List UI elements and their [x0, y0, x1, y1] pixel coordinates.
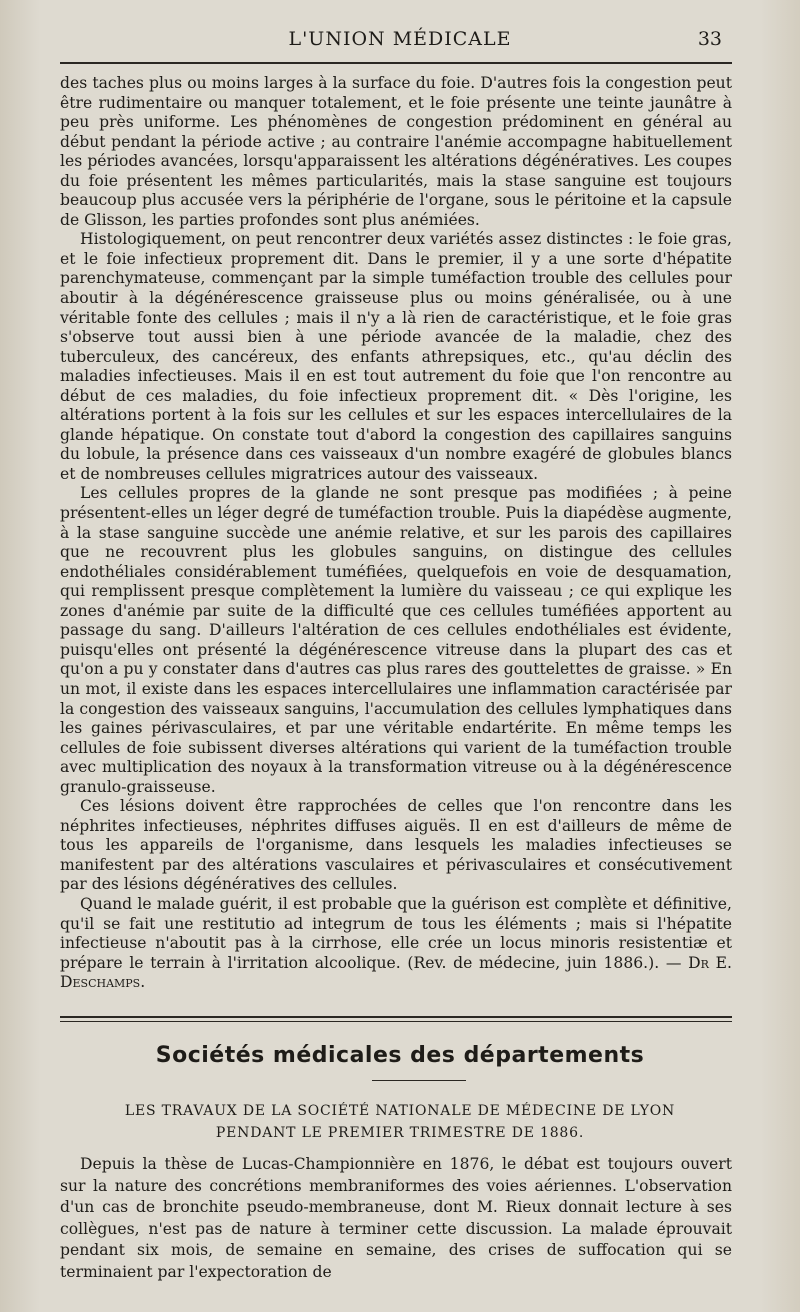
- section-subhead-line2: PENDANT LE PREMIER TRIMESTRE DE 1886.: [215, 1125, 585, 1141]
- article-paragraph: Ces lésions doivent être rapprochées de celles que l'on rencontre dans les néphrites infectieuses, néphrites diffuses aiguës. Il en est d'ailleurs de même de tous les appareils de l'organisme, dans lesquels les maladies infectieuses se manifestent par des altérations vasculaires et périvasculaires et consécutivement par des lésions dégénératives des cellules.: [60, 797, 732, 894]
- section-divider-bottom: [60, 1021, 732, 1022]
- article-paragraph-last: [60, 895, 732, 993]
- section-title-rule: [372, 1080, 466, 1081]
- section-divider-top: [60, 1016, 732, 1018]
- article-paragraph: Histologiquement, on peut rencontrer deux variétés assez distinctes : le foie gras, et le foie infectieux proprement dit. Dans le premier, il y a une sorte d'hépatite parenchymateuse, commençant par la simple tuméfaction trouble des cellules pour aboutir à la dégénérescence graisseuse plus ou moins généralisée, ou à une véritable fonte des cellules ; mais il n'y a là rien de caractéristique, et le foie gras s'observe tout aussi bien à une période avancée de la maladie, chez des tuberculeux, des cancéreux, des enfants athrepsiques, etc., qu'au déclin des maladies infectieuses. Mais il en est tout autrement du foie que l'on rencontre au début de ces maladies, du foie infectieux proprement dit. « Dès l'origine, les altérations portent à la fois sur les cellules et sur les espaces intercellulaires de la glande hépatique. On constate tout d'abord la congestion des capillaires sanguins du lobule, la présence dans ces vaisseaux d'un nombre exagéré de globules blancs et de nombreuses cellules migratrices autour des vaisseaux.: [60, 230, 732, 483]
- section-title: Sociétés médicales des départements: [155, 1043, 645, 1068]
- article-paragraph-text: Quand le malade guérit, il est probable que la guérison est complète et définitive, qu'il se fait une restitutio ad integrum de tous les éléments ; mais si l'hépatite infectieuse n'aboutit pas à la cirrhose, elle crée un locus minoris resistentiæ et prépare le terrain à l'irritation alcoolique. (Rev. de médecine, juin 1886.). —: [60, 894, 732, 972]
- header-rule: [60, 62, 732, 64]
- article-paragraph: des taches plus ou moins larges à la surface du foie. D'autres fois la congestion peut être rudimentaire ou manquer totalement, et le foie présente une teinte jaunâtre à peu près uniforme. Les phénomènes de congestion prédominent en général au début pendant la période active ; au contraire l'anémie accompagne habituellement les périodes avancées, lorsqu'apparaissent les altérations dégénératives. Les coupes du foie présentent les mêmes particularités, mais la stase sanguine est toujours beaucoup plus accusée vers la périphérie de l'organe, sous le péritoine et la capsule de Glisson, les parties profondes sont plus anémiées.: [60, 74, 732, 229]
- section-subhead-line1: LES TRAVAUX DE LA SOCIÉTÉ NATIONALE DE MÉDECINE DE LYON: [124, 1103, 676, 1119]
- article-paragraph: Les cellules propres de la glande ne sont presque pas modifiées ; à peine présentent-elles un léger degré de tuméfaction trouble. Puis la diapédèse augmente, à la stase sanguine succède une anémie relative, et sur les parois des capillaires que ne recouvrent plus les globules sanguins, on distingue des cellules endothéliales considérablement tuméfiées, quelquefois en voie de desquamation, qui remplissent presque complètement la lumière du vaisseau ; ce qui explique les zones d'anémie par suite de la difficulté que ces cellules tuméfiées apportent au passage du sang. D'ailleurs l'altération de ces cellules endothéliales est évidente, puisqu'elles ont présenté la dégénérescence vitreuse dans la plupart des cas et qu'on a pu y constater dans d'autres cas plus rares des gouttelettes de graisse. » En un mot, il existe dans les espaces intercellulaires une inflammation caractérisée par la congestion des vaisseaux sanguins, l'accumulation des cellules lymphatiques dans les gaines périvasculaires, et par une véritable endartérite. En même temps les cellules de foie subissent diverses altérations qui varient de la tuméfaction trouble avec multiplication des noyaux à la transformation vitreuse ou à la dégénérescence granulo-graisseuse.: [60, 484, 732, 796]
- page-number: 33: [697, 28, 722, 50]
- article-body: [60, 74, 732, 993]
- running-title: L'UNION MÉDICALE: [288, 28, 512, 50]
- section-paragraph: Depuis la thèse de Lucas-Championnière en 1876, le débat est toujours ouvert sur la nature des concrétions membraniformes des voies aériennes. L'observation d'un cas de bronchite pseudo-membraneuse, dont M. Rieux donnait lecture à ses collègues, n'est pas de nature à terminer cette discussion. La malade éprouvait pendant six mois, de semaine en semaine, des crises de suffocation qui se terminaient par l'expectoration de: [60, 1155, 732, 1281]
- section-body: [60, 1154, 732, 1283]
- running-head: [0, 28, 800, 58]
- author-signature: Dr E. Deschamps.: [60, 953, 732, 992]
